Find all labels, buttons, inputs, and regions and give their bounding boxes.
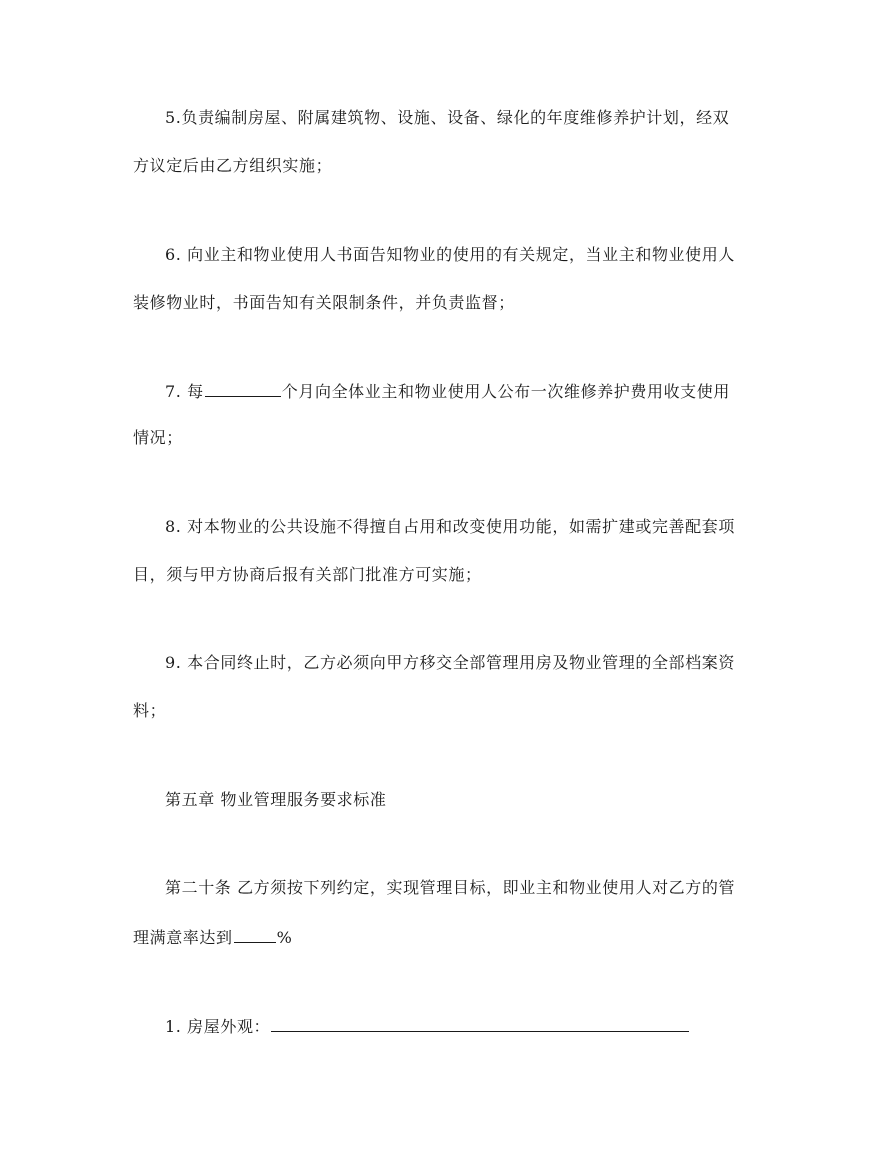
item-5-line-2: 方议定后由乙方组织实施； — [133, 156, 333, 175]
item-7-line-1 — [165, 380, 730, 402]
item-8-line-2: 目，须与甲方协商后报有关部门批准方可实施； — [133, 565, 482, 584]
standard-item-1-label: 1. 房屋外观： — [165, 1017, 271, 1036]
item-7-line-2: 情况； — [133, 428, 183, 447]
article-20-line-2 — [133, 926, 292, 948]
article-20-prefix: 理满意率达到 — [133, 928, 233, 947]
standard-item-1 — [165, 1015, 690, 1037]
article-20-line-1: 第二十条 乙方须按下列约定，实现管理目标，即业主和物业使用人对乙方的管 — [165, 878, 736, 897]
percent-sign: % — [276, 928, 293, 947]
house-appearance-blank[interactable] — [271, 1015, 689, 1032]
item-7-prefix: 7. 每 — [165, 382, 204, 401]
months-blank[interactable] — [205, 380, 281, 397]
item-6-line-2: 装修物业时，书面告知有关限制条件，并负责监督； — [133, 293, 515, 312]
item-6-line-1: 6. 向业主和物业使用人书面告知物业的使用的有关规定，当业主和物业使用人 — [165, 245, 735, 264]
item-8-line-1: 8. 对本物业的公共设施不得擅自占用和改变使用功能，如需扩建或完善配套项 — [165, 517, 735, 536]
chapter-heading: 第五章 物业管理服务要求标准 — [165, 790, 387, 809]
item-7-suffix: 个月向全体业主和物业使用人公布一次维修养护费用收支使用 — [281, 382, 730, 401]
item-5-line-1: 5.负责编制房屋、附属建筑物、设施、设备、绿化的年度维修养护计划，经双 — [165, 108, 730, 127]
satisfaction-rate-blank[interactable] — [234, 926, 276, 943]
item-9-line-1: 9. 本合同终止时，乙方必须向甲方移交全部管理用房及物业管理的全部档案资 — [165, 653, 735, 672]
item-9-line-2: 料； — [133, 701, 167, 720]
